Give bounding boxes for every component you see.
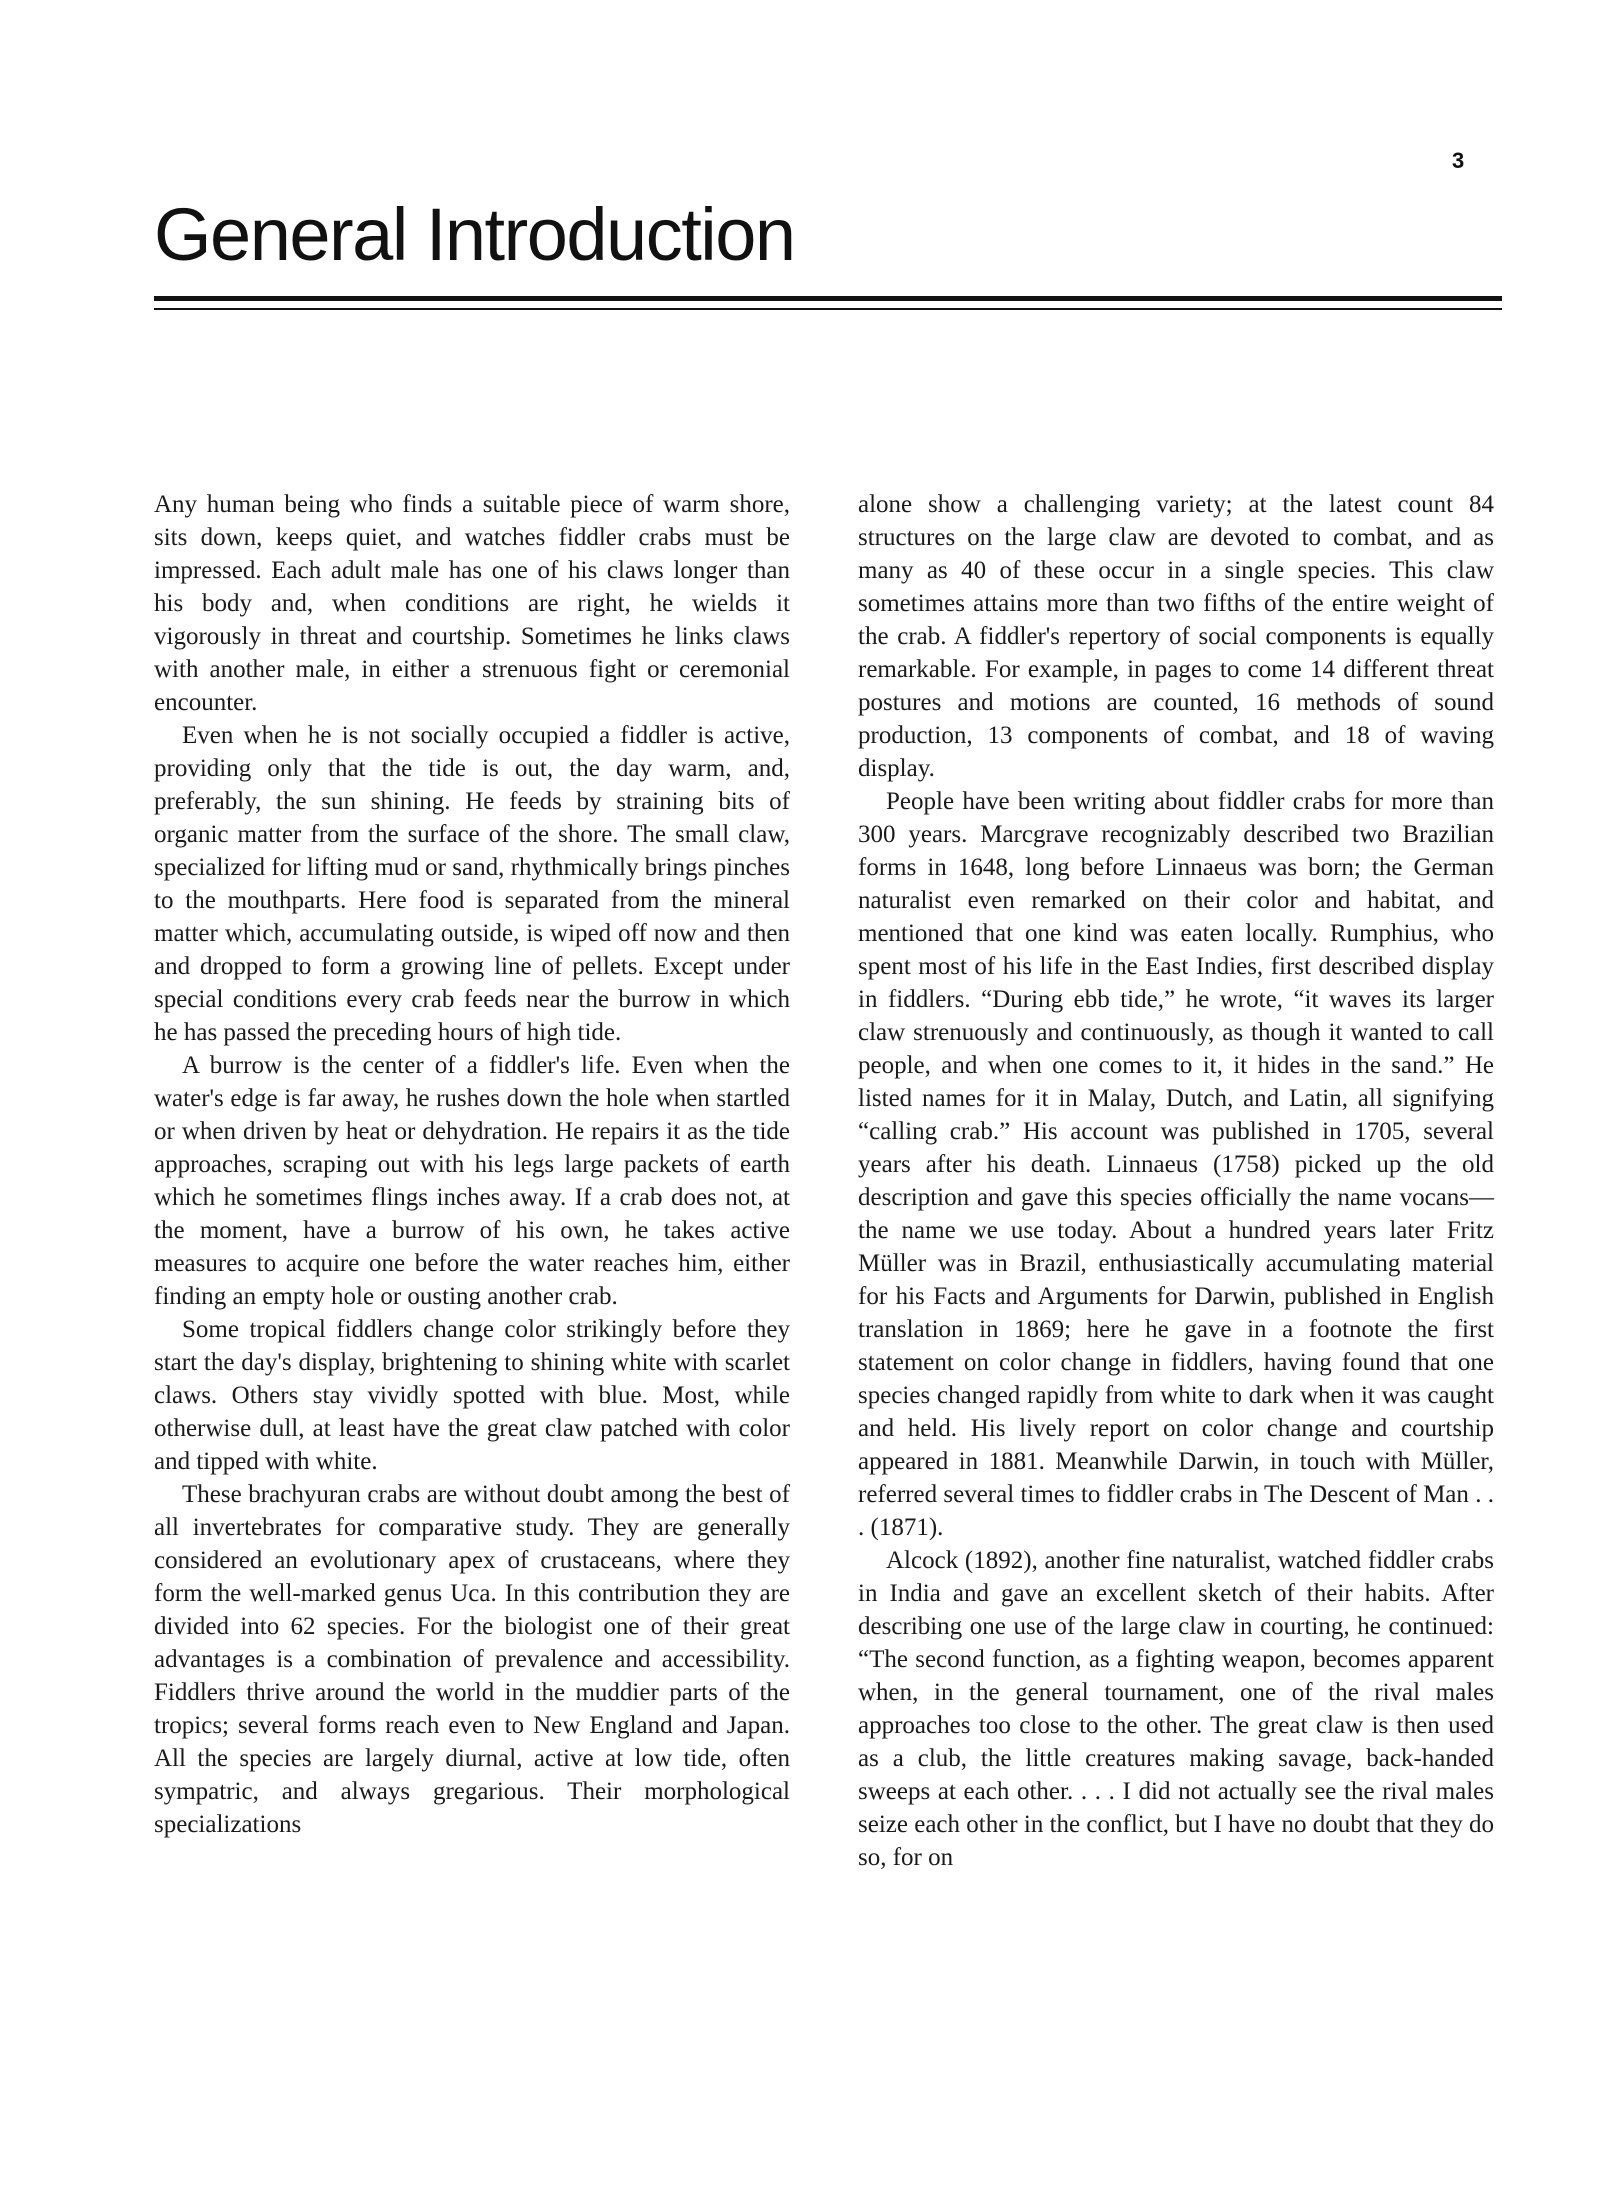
left-column bbox=[154, 488, 790, 1841]
paragraph: Alcock (1892), another fine naturalist, watched fiddler crabs in India and gave an excellent sketch of their habits. After describing one use of the large claw in courting, he continued: “The second function, as a fighting weapon, becomes apparent when, in the general tournament, one of the rival males approaches too close to the other. The great claw is then used as a club, the little creatures making savage, back-handed sweeps at each other. . . . I did not actually see the rival males seize each other in the conflict, but I have no doubt that they do so, for on bbox=[858, 1547, 1494, 1871]
paragraph: alone show a challenging variety; at the latest count 84 structures on the large claw are devoted to combat, and as many as 40 of these occur in a single species. This claw sometimes attains more than two fifths of the entire weight of the crab. A fiddler's repertory of social components is equally remarkable. For example, in pages to come 14 different threat postures and motions are counted, 16 methods of sound production, 13 components of combat, and 18 of waving display. bbox=[858, 491, 1494, 782]
chapter-title: General Introduction bbox=[154, 193, 795, 276]
title-rule-thin bbox=[154, 308, 1502, 310]
paragraph: Any human being who finds a suitable piece of warm shore, sits down, keeps quiet, and watches fiddler crabs must be impressed. Each adult male has one of his claws longer than his body and, when conditions are right, he wields it vigorously in threat and courtship. Sometimes he links claws with another male, in either a strenuous fight or ceremonial encounter. bbox=[154, 491, 790, 716]
page-number: 3 bbox=[1452, 148, 1465, 173]
paragraph: Even when he is not socially occupied a fiddler is active, providing only that the tide is out, the day warm, and, preferably, the sun shining. He feeds by straining bits of organic matter from the surface of the shore. The small claw, specialized for lifting mud or sand, rhythmically brings pinches to the mouthparts. Here food is separated from the mineral matter which, accumulating outside, is wiped off now and then and dropped to form a growing line of pellets. Except under special conditions every crab feeds near the burrow in which he has passed the preceding hours of high tide. bbox=[154, 722, 790, 1046]
paragraph: Some tropical fiddlers change color strikingly before they start the day's display, brightening to shining white with scarlet claws. Others stay vividly spotted with blue. Most, while otherwise dull, at least have the great claw patched with color and tipped with white. bbox=[154, 1316, 790, 1475]
paragraph: People have been writing about fiddler crabs for more than 300 years. Marcgrave recognizably described two Brazilian forms in 1648, long before Linnaeus was born; the German naturalist even remarked on their color and habitat, and mentioned that one kind was eaten locally. Rumphius, who spent most of his life in the East Indies, first described display in fiddlers. “During ebb tide,” he wrote, “it waves its larger claw strenuously and continuously, as though it wanted to call people, and when one comes to it, it hides in the sand.” He listed names for it in Malay, Dutch, and Latin, all signifying “calling crab.” His account was published in 1705, several years after his death. Linnaeus (1758) picked up the old description and gave this species officially the name vocans—the name we use today. About a hundred years later Fritz Müller was in Brazil, enthusiastically accumulating material for his Facts and Arguments for Darwin, published in English translation in 1869; here he gave in a footnote the first statement on color change in fiddlers, having found that one species changed rapidly from white to dark when it was caught and held. His lively report on color change and courtship appeared in 1881. Meanwhile Darwin, in touch with Müller, referred several times to fiddler crabs in The Descent of Man . . . (1871). bbox=[858, 788, 1494, 1541]
paragraph: A burrow is the center of a fiddler's life. Even when the water's edge is far away, he rushes down the hole when startled or when driven by heat or dehydration. He repairs it as the tide approaches, scraping out with his legs large packets of earth which he sometimes flings inches away. If a crab does not, at the moment, have a burrow of his own, he takes active measures to acquire one before the water reaches him, either finding an empty hole or ousting another crab. bbox=[154, 1052, 790, 1310]
paragraph: These brachyuran crabs are without doubt among the best of all invertebrates for comparative study. They are generally considered an evolutionary apex of crustaceans, where they form the well-marked genus Uca. In this contribution they are divided into 62 species. For the biologist one of their great advantages is a combination of prevalence and accessibility. Fiddlers thrive around the world in the muddier parts of the tropics; several forms reach even to New England and Japan. All the species are largely diurnal, active at low tide, often sympatric, and always gregarious. Their morphological specializations bbox=[154, 1481, 790, 1838]
title-rule-thick bbox=[154, 296, 1502, 301]
right-column bbox=[858, 488, 1494, 1874]
